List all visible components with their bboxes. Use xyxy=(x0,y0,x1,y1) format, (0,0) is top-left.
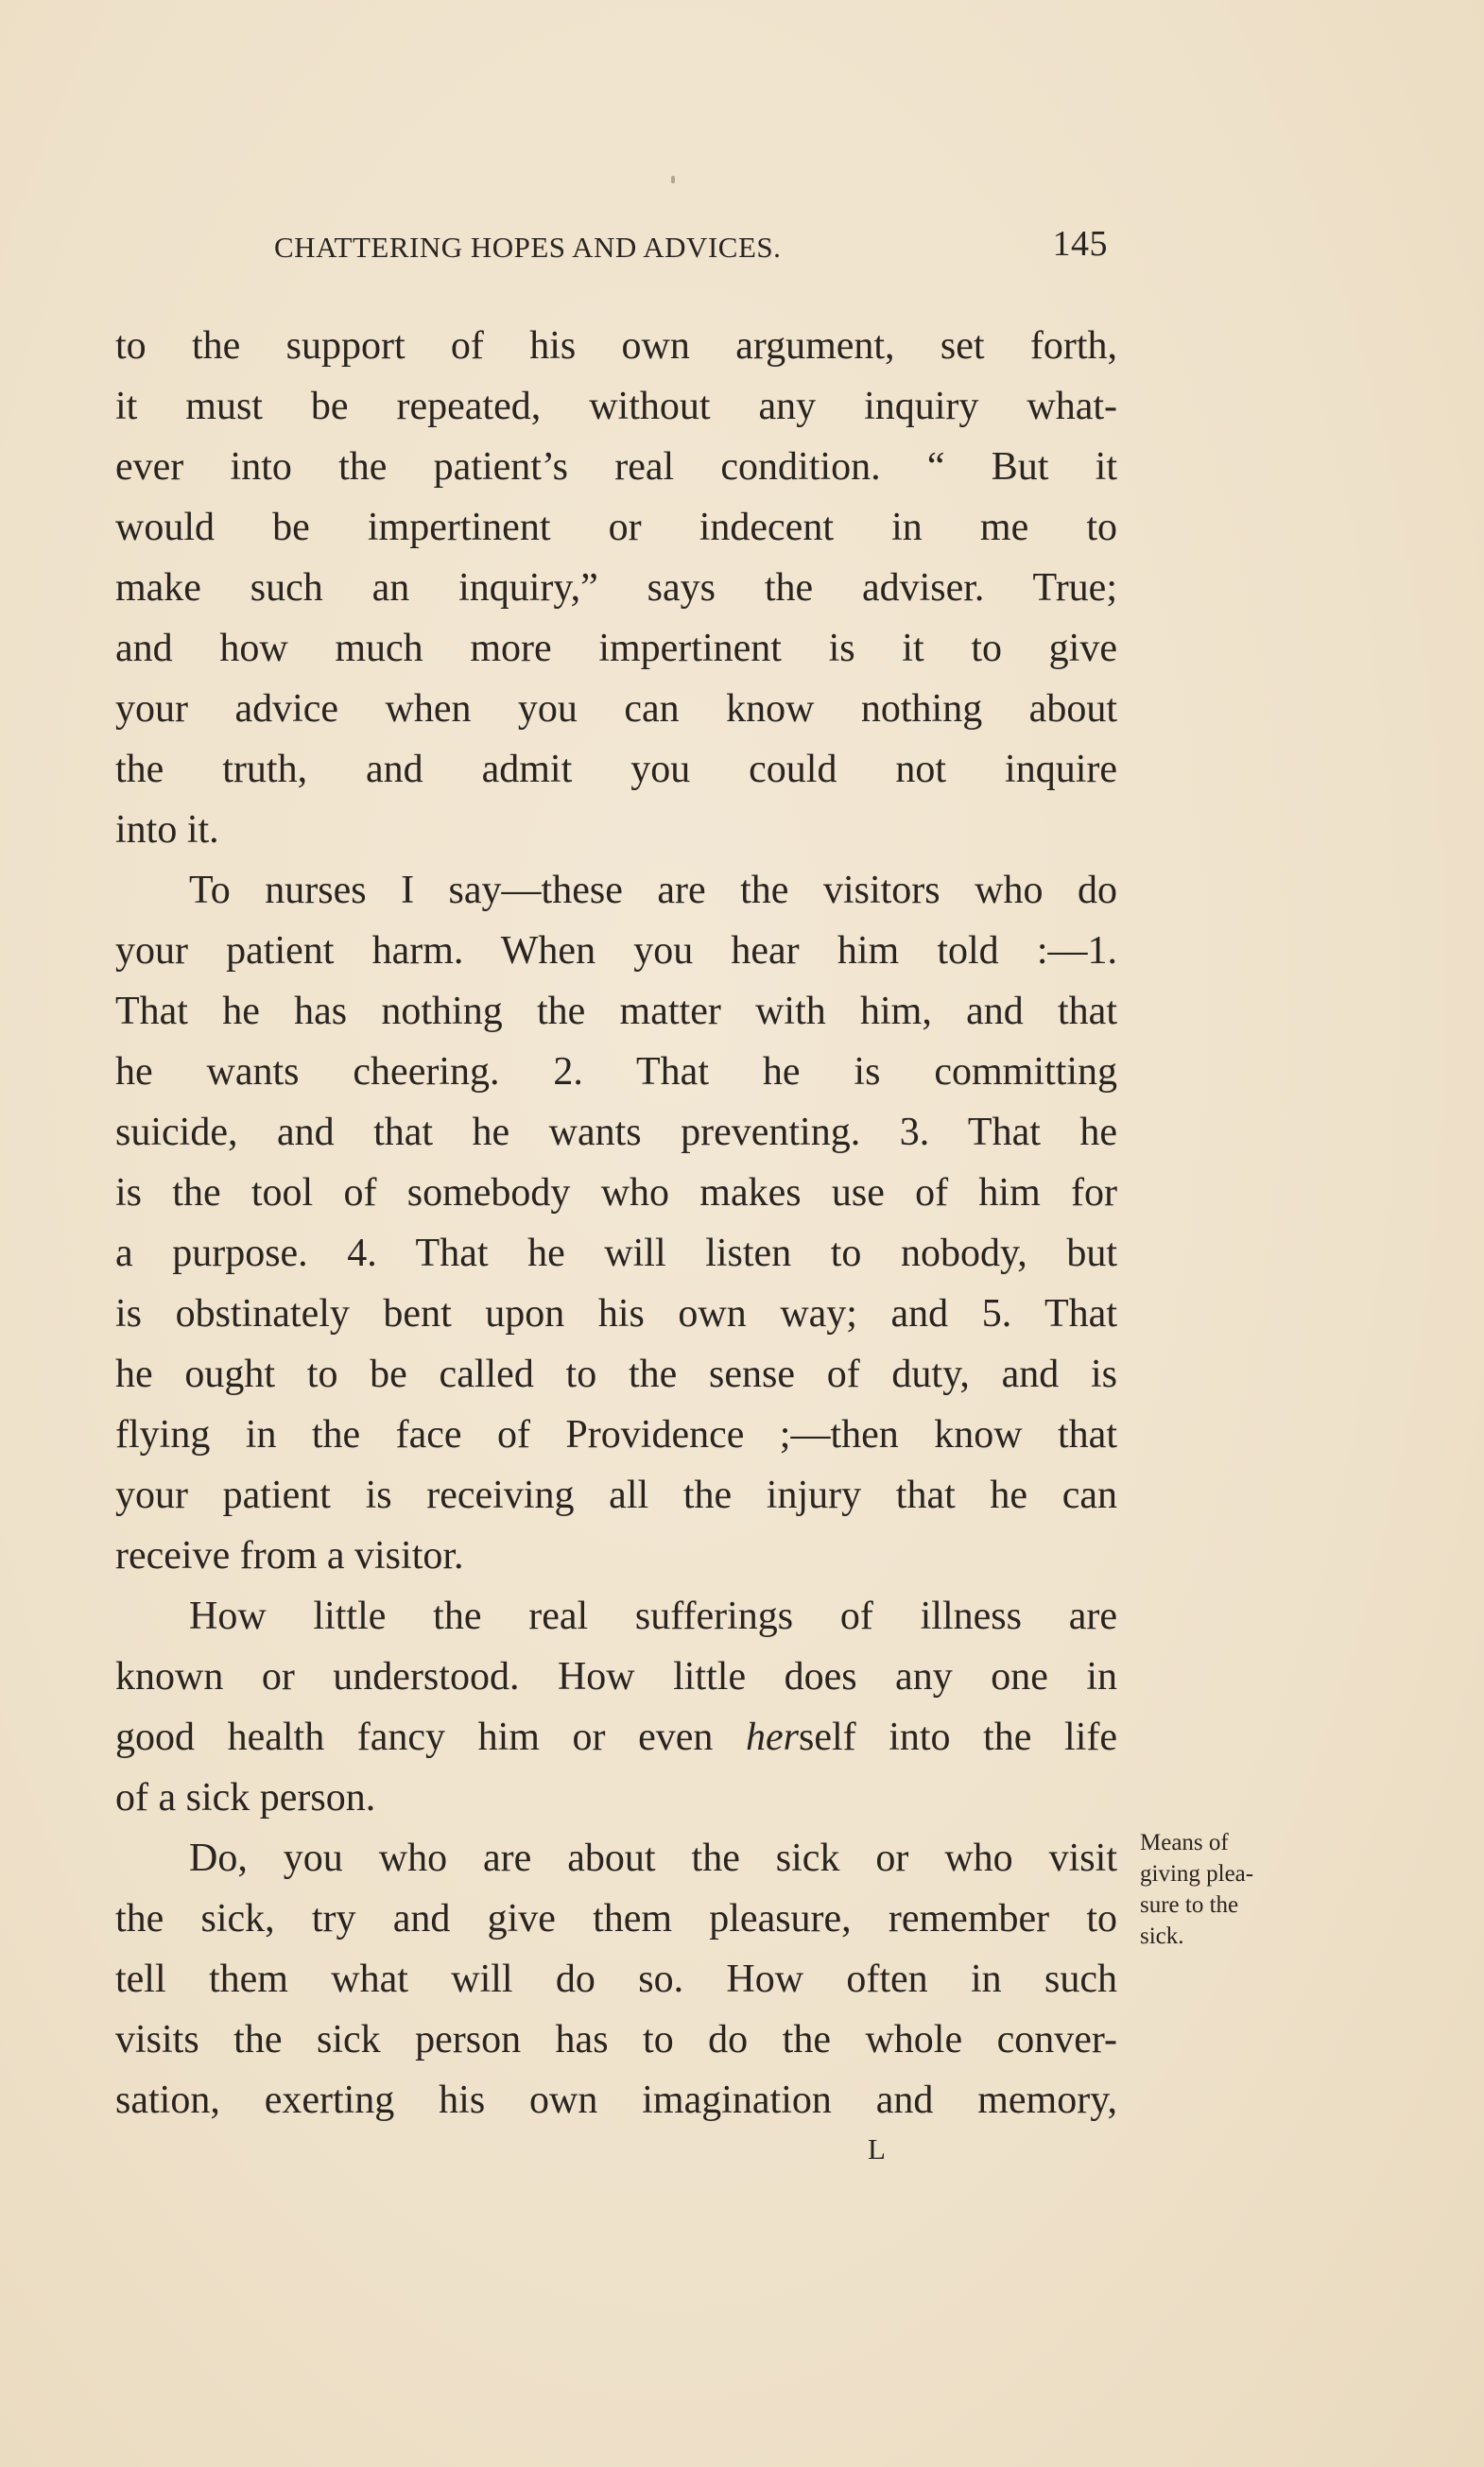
text-line: the truth, and admit you could not inquire xyxy=(115,748,1117,791)
margin-note xyxy=(1140,1827,1301,1952)
text-line: is the tool of somebody who makes use of him for xyxy=(115,1171,1117,1215)
text-line: suicide, and that he wants preventing. 3. That he xyxy=(115,1111,1117,1154)
page-number: 145 xyxy=(1052,224,1108,264)
text-line: How little the real sufferings of illness are xyxy=(189,1595,1117,1638)
text-run: self into the life xyxy=(799,1716,1118,1759)
running-title: CHATTERING HOPES AND ADVICES. xyxy=(274,231,782,264)
running-head xyxy=(274,223,1108,270)
text-line: tell them what will do so. How often in such xyxy=(115,1958,1117,2001)
text-line: into it. xyxy=(115,808,219,852)
text-line: he ought to be called to the sense of duty, and is xyxy=(115,1353,1117,1396)
text-line: would be impertinent or indecent in me to xyxy=(115,506,1117,549)
text-line: make such an inquiry,” says the adviser. True; xyxy=(115,566,1117,610)
text-line: That he has nothing the matter with him, and that xyxy=(115,990,1117,1033)
text-run: good health fancy him or even xyxy=(115,1716,746,1759)
text-line: your patient is receiving all the injury that he can xyxy=(115,1474,1117,1517)
text-line: to the support of his own argument, set forth, xyxy=(115,324,1117,368)
text-line: your patient harm. When you hear him told :—1. xyxy=(115,929,1117,973)
margin-note-line: Means of xyxy=(1140,1830,1229,1855)
text-line: he wants cheering. 2. That he is committing xyxy=(115,1050,1117,1094)
text-line: ever into the patient’s real condition. “ But it xyxy=(115,445,1117,489)
italic-run: her xyxy=(746,1716,799,1759)
margin-note-line: sure to the xyxy=(1140,1892,1239,1918)
text-line: Do, you who are about the sick or who visit xyxy=(189,1837,1117,1880)
text-line: receive from a visitor. xyxy=(115,1534,464,1578)
margin-note-line: sick. xyxy=(1140,1924,1184,1949)
text-line: visits the sick person has to do the whole conver- xyxy=(115,2018,1117,2062)
text-line: a purpose. 4. That he will listen to nobody, but xyxy=(115,1232,1117,1275)
text-line: sation, exerting his own imagination and memory, xyxy=(115,2079,1117,2122)
body-text xyxy=(115,316,1117,2131)
text-line: flying in the face of Providence ;—then know that xyxy=(115,1413,1117,1457)
text-line: it must be repeated, without any inquiry what- xyxy=(115,385,1117,428)
text-line: and how much more impertinent is it to give xyxy=(115,627,1117,670)
text-line: the sick, try and give them pleasure, remember to xyxy=(115,1897,1117,1941)
margin-note-line: giving plea- xyxy=(1140,1861,1254,1887)
text-line: of a sick person. xyxy=(115,1776,376,1820)
text-line: your advice when you can know nothing about xyxy=(115,687,1117,731)
text-line: known or understood. How little does any one in xyxy=(115,1655,1117,1699)
ink-speck xyxy=(671,176,675,183)
text-line xyxy=(115,1707,1117,1768)
text-line: To nurses I say—these are the visitors who do xyxy=(189,869,1117,912)
text-line: is obstinately bent upon his own way; and 5. That xyxy=(115,1292,1117,1336)
signature-mark: L xyxy=(868,2132,886,2165)
